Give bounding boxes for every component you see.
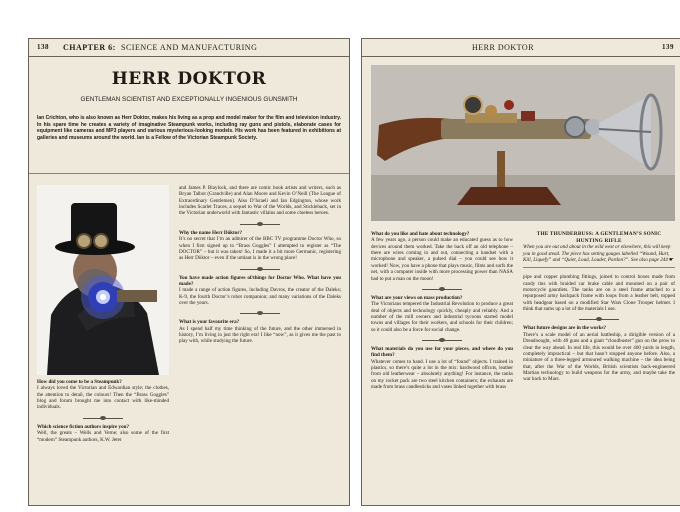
qa-item xyxy=(371,346,513,391)
answer: As I spend half my time thinking of the future, and the other immersed in history, I’m living in just the right era! I like “now”, as it gives me the past to play with, while studying the future. xyxy=(179,325,341,345)
article-title: HERR DOKTOR xyxy=(111,69,267,89)
question: You have made action figures of/things for Doctor Who. What have you made? xyxy=(179,274,341,287)
answer: Well, the greats – Wells and Verne; also some of the first “modern” Steampunk authors, K.W. Jeter xyxy=(37,430,169,443)
ornament-divider xyxy=(422,338,462,342)
rifle-photo xyxy=(371,65,675,221)
question: What is your favourite era? xyxy=(179,319,240,326)
caption-sidebar xyxy=(523,231,675,263)
right-column-1 xyxy=(371,231,513,391)
answer: A few years ago, a person could make an educated guess as to how devices around them worked. Take the back off an old telephone – there are wires coming in and out, connecting a handset with a microphone and speaker, a pulsed dial – you could see how it worked! Now, you have a phone that plays music, films and surfs the net, with a computer inside with more processing power than NASA had to put a man on the moon! xyxy=(371,237,513,282)
question: What do you like and hate about technology? xyxy=(371,231,470,237)
portrait-illustration xyxy=(37,185,169,375)
question: What materials do you use for your pieces, and where do you find them? xyxy=(371,346,513,359)
ornament-divider xyxy=(422,287,462,291)
question: What future designs are in the works? xyxy=(523,325,607,332)
article-subtitle: GENTLEMAN SCIENTIST AND EXCEPTIONALLY INGENIOUS GUNSMITH xyxy=(80,96,298,103)
qa-item xyxy=(179,319,341,344)
intro-paragraph: Ian Crichton, who is also known as Herr Doktor, makes his living as a prop and model maker for the film and television industry. In his spare time he creates a variety of imaginative Steampunk works, including ray guns and pistols, elaborate cases for equipment like cameras and MP3 players and various mysterious-looking models. His work has been featured in exhibitions at galleries and museums around the world. Ian is a Fellow of the Victorian Steampunk Society. xyxy=(37,115,341,141)
right-column-2 xyxy=(523,231,675,383)
right-page-header xyxy=(362,39,680,57)
question: How did you come to be a Steampunk? xyxy=(37,379,122,385)
left-page-number: 138 xyxy=(37,43,49,51)
question: Why the name Herr Döktor? xyxy=(179,229,243,236)
answer: It’s no secret that I’m an admirer of the BBC TV programme Doctor Who, so when I first signed up to “Brass Goggles” I attempted to register as “The DOCTOR” – but it was taken! So, I made it a bit more Germanic, registering as Herr Döktor – even if the umlaut is in the wrong place! xyxy=(179,236,341,262)
column-lead-text: and James P. Blaylock, and there are comic book artists and writers, such as Bryan Talbot (Grandville) and Alan Moore and Kevin O’Neill (The League of Extraordinary Gentlemen). Also D’Israeli and Ian Edgington, whose work includes Scarlet Traces, a sequel to War of the Worlds, and Stickleback, set in the Victorian underworld with fantastic villains and some clueless heroes. xyxy=(179,185,341,217)
ornament-divider xyxy=(83,416,123,420)
answer: Whatever comes to hand. I use a lot of “found” objects. I trained in plastics, so there’s quite a lot in the mix: hardwood offcuts, leather from old leatherwear – absolutely anything! For instance, the tanks on my rocket pack are two steel kitchen containers; the exhausts are made from brass candlesticks and vases linked together with brass xyxy=(371,358,513,391)
chapter-label: CHAPTER 6: xyxy=(63,43,116,52)
qa-item xyxy=(179,230,341,262)
question: What are your views on mass production? xyxy=(371,294,463,301)
right-header-title: HERR DOKTOR xyxy=(472,43,535,52)
caption-body: When you are out and about in the wild west or elsewhere, this will keep you in good stead. The piece has setting gauges labelled “Wound, Hurt, Kill, Liquefy” and “Quiet, Loud, Louder, Pardon?”. See also page 244 xyxy=(523,244,671,263)
ornament-divider xyxy=(240,311,280,315)
answer: There’s a scale model of an aerial battleship, a dirigible version of a Dreadnought, with 40 guns and a giant “cloudbuster” gun on the prow to clear the way ahead. In real life, this would be over 400 yards in length, completely impractical – but that hasn’t stopped anyone before. Also, a miniature of a three-legged armoured walking machine – the idea being that, after the War of the Worlds, British scientists back-engineered Martian technology to build weapons for the army, and maybe take the war back to Mars. xyxy=(523,331,675,383)
caption-title: THE THUNDERBUSS: A GENTLEMAN’S SONIC HUNTING RIFLE xyxy=(536,231,662,244)
caption-text xyxy=(523,244,675,263)
ornament-divider xyxy=(240,267,280,271)
qa-item xyxy=(371,231,513,282)
left-column-2 xyxy=(179,185,341,345)
left-page xyxy=(28,38,350,506)
arrow-icon: ☛ xyxy=(669,256,674,263)
answer: I made a range of action figures, including Davros, the creator of the Daleks; K-9, the fourth Doctor’s robot companion; and many variations of the Daleks over the years. xyxy=(179,287,341,307)
qa-item xyxy=(371,295,513,333)
column-lead-text: pipe and copper plumbing fittings, joined to control boxes made from candy tins with braided car brake cable and mounted on a pair of motorcycle gauntlets. The tanks are on a steel frame attached to a repurposed army backpack frame with loops from a leather belt, topped with headgear based on a modified Star Wars Clone Trooper helmet. I think that sums up a lot of the materials I use. xyxy=(523,274,675,313)
intro-divider xyxy=(29,173,349,174)
qa-item xyxy=(523,325,675,382)
qa-item xyxy=(179,275,341,307)
question: Which science fiction authors inspire you? xyxy=(37,423,130,430)
left-page-header xyxy=(29,39,349,57)
right-page xyxy=(361,38,680,506)
sidebar-divider xyxy=(523,267,675,268)
portrait-photo xyxy=(37,185,169,375)
answer: The Victorians tempered the Industrial Revolution to produce a great deal of objects and technology quickly, cheaply and reliably. And a number of the mill owners and industrial tycoons started model towns and villages for their workers, and schools for their children; so it could also be a force for social change. xyxy=(371,301,513,333)
ornament-divider xyxy=(579,317,619,321)
chapter-title: SCIENCE AND MANUFACTURING xyxy=(121,43,258,52)
right-page-number: 139 xyxy=(662,43,674,51)
qa-item xyxy=(37,424,169,443)
ornament-divider xyxy=(240,222,280,226)
answer: I always loved the Victorian and Edwardian style; the clothes, the attention to detail, the colours! Then the “Brass Goggles” blog and forum brought me into contact with like-minded individuals. xyxy=(37,385,169,411)
qa-item xyxy=(37,379,169,411)
rifle-illustration xyxy=(371,65,675,221)
left-column-1 xyxy=(37,379,169,443)
